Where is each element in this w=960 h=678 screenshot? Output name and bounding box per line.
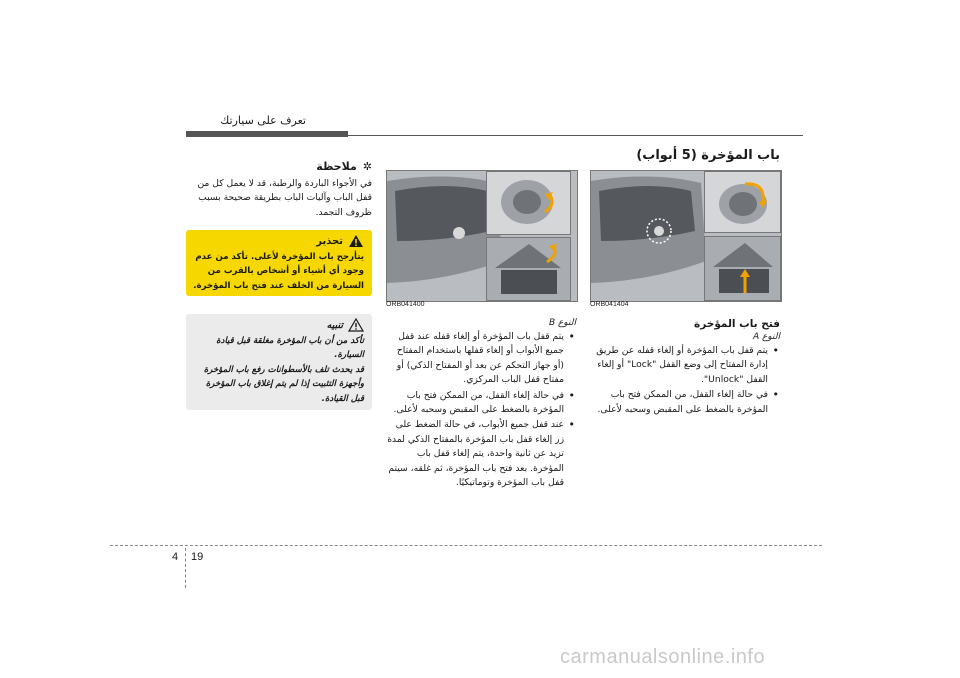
type-a-section — [592, 318, 780, 418]
image-code-type-b: ORB041400 — [386, 301, 425, 308]
warning-body: يتأرجح باب المؤخرة لأعلى. تأكد من عدم وجود أي أشياء أو أشخاص بالقرب من السيارة من الخلف عند فتح باب المؤخرة. — [193, 252, 364, 291]
notice-heading: ملاحظة — [316, 160, 357, 173]
warning-heading: تحذير — [316, 235, 343, 247]
type-a-bullet: • يتم قفل باب المؤخرة أو إلغاء قفله عن طريق إدارة المفتاح إلى وضع القفل "Lock" أو إلغاء القفل "Unlock". — [592, 344, 768, 387]
notice-section — [186, 160, 372, 220]
running-header: تعرف على سيارتك — [220, 114, 306, 127]
type-a-bullet-list — [592, 344, 780, 417]
page-number-divider — [185, 548, 186, 588]
snowflake-icon: ✲ — [362, 160, 372, 173]
caution-heading-row — [192, 318, 364, 332]
type-b-bullet-list — [386, 330, 576, 490]
tailgate-open-inset-type-a — [704, 236, 781, 301]
type-b-bullet: • في حالة إلغاء القفل، من الممكن فتح باب المؤخرة بالضغط على المقبض وسحبه لأعلى. — [386, 389, 564, 418]
header-tab-bar — [186, 131, 348, 137]
type-a-bullet: • في حالة إلغاء القفل، من الممكن فتح باب المؤخرة بالضغط على المقبض وسحبه لأعلى. — [592, 388, 768, 417]
watermark: carmanualsonline.info — [560, 646, 766, 668]
notice-heading-row — [186, 160, 372, 173]
notice-body: في الأجواء الباردة والرطبة، قد لا يعمل كل من قفل الباب وآليات الباب بطريقة صحيحة بسبب ظروف التجمد. — [197, 178, 372, 218]
type-a-label: النوع A — [752, 332, 780, 342]
warning-box — [186, 230, 372, 296]
type-a-heading: فتح باب المؤخرة — [694, 318, 780, 330]
caution-body-2: قد يحدث تلف بالأسطوانات رفع باب المؤخرة وأجهزة التثبيت إذا لم يتم إغلاق باب المؤخرة قبل القيادة. — [203, 364, 364, 404]
type-b-label: النوع B — [548, 318, 576, 328]
caution-box — [186, 314, 372, 410]
caution-heading: تنبيه — [326, 319, 343, 331]
caution-triangle-icon — [348, 318, 364, 332]
type-b-bullet: • عند قفل جميع الأبواب، في حالة الضغط على زر إلغاء قفل باب المؤخرة بالمفتاح الذكي لمدة تزيد عن ثانية واحدة، يتم إلغاء قفل باب المؤخرة. بعد فتح باب المؤخرة، ثم غلقه، سيتم قفل باب المؤخرة وتوماتيكيًا. — [386, 418, 564, 490]
type-b-bullet: • يتم قفل باب المؤخرة أو إلغاء قفله عند قفل جميع الأبواب أو إلغاء قفلها باستخدام المفتاح (أو جهاز التحكم عن بعد أو المفتاح الذكي) أو مفتاح قفل الباب المركزي. — [386, 330, 564, 388]
image-code-type-a: ORB041404 — [590, 301, 629, 308]
warning-triangle-icon — [348, 234, 364, 248]
type-b-section — [386, 318, 576, 491]
caution-body-1: تأكد من أن باب المؤخرة مغلقة قبل قيادة السيارة. — [216, 336, 364, 361]
handle-inset-type-b — [486, 171, 571, 235]
tailgate-open-inset-type-b — [486, 237, 571, 301]
footer-rule — [110, 545, 822, 546]
fuel-door-inset-type-a — [704, 171, 781, 233]
chapter-number: 4 — [172, 551, 179, 563]
page-number: 19 — [191, 551, 204, 563]
warning-heading-row — [192, 234, 364, 248]
section-title: باب المؤخرة (5 أبواب) — [636, 148, 780, 163]
